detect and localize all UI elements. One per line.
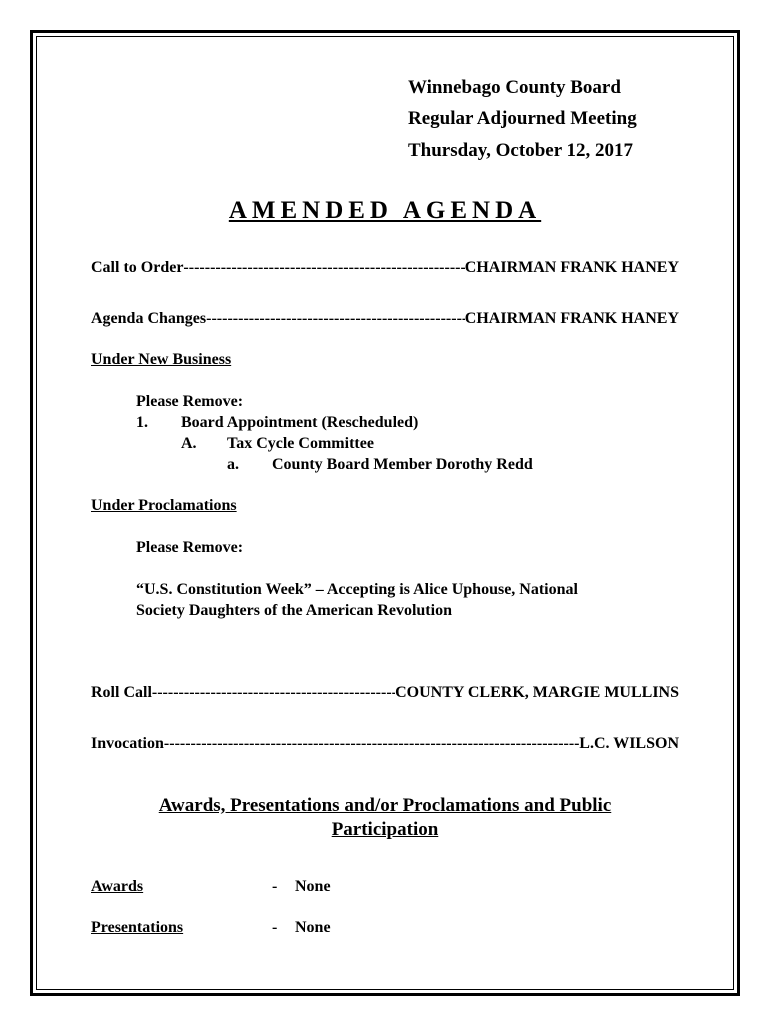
board-name: Winnebago County Board bbox=[408, 77, 621, 98]
agenda-changes-value: CHAIRMAN FRANK HANEY bbox=[464, 310, 679, 327]
new-business-please-remove: Please Remove: bbox=[136, 393, 244, 410]
sub-item-text: Tax Cycle Committee bbox=[227, 435, 374, 452]
sub-sub-item-text: County Board Member Dorothy Redd bbox=[272, 456, 533, 473]
awards-section-heading bbox=[120, 794, 650, 842]
proclamations-heading: Under Proclamations bbox=[91, 497, 237, 514]
roll-call-value: COUNTY CLERK, MARGIE MULLINS bbox=[395, 684, 679, 701]
proclamations-please-remove: Please Remove: bbox=[136, 539, 244, 556]
invocation-label: Invocation bbox=[91, 735, 164, 752]
dot-leader bbox=[152, 683, 395, 703]
invocation-value: L.C. WILSON bbox=[579, 735, 679, 752]
sub-sub-item-letter: a. bbox=[227, 456, 239, 473]
awards-label: Awards bbox=[91, 878, 144, 895]
meeting-type: Regular Adjourned Meeting bbox=[408, 108, 637, 129]
proclamation-line-2: Society Daughters of the American Revolution bbox=[136, 602, 452, 619]
dot-leader bbox=[164, 734, 579, 754]
meeting-date: Thursday, October 12, 2017 bbox=[408, 140, 634, 161]
awards-section-line-2: Participation bbox=[331, 819, 439, 840]
proclamation-line-1: “U.S. Constitution Week” – Accepting is Alice Uphouse, National bbox=[136, 581, 578, 598]
call-to-order-value: CHAIRMAN FRANK HANEY bbox=[464, 259, 679, 276]
item-text: Board Appointment (Rescheduled) bbox=[181, 414, 419, 431]
awards-dash: - bbox=[272, 878, 278, 895]
agenda-changes-label: Agenda Changes bbox=[91, 310, 207, 327]
presentations-dash: - bbox=[272, 919, 278, 936]
invocation-row bbox=[91, 734, 679, 754]
roll-call-row bbox=[91, 683, 679, 703]
presentations-value: None bbox=[295, 919, 331, 936]
agenda-title: AMENDED AGENDA bbox=[228, 197, 542, 224]
presentations-label: Presentations bbox=[91, 919, 184, 936]
sub-item-letter: A. bbox=[181, 435, 197, 452]
call-to-order-label: Call to Order bbox=[91, 259, 184, 276]
agenda-changes-row bbox=[91, 309, 679, 329]
dot-leader bbox=[206, 309, 465, 329]
roll-call-label: Roll Call bbox=[91, 684, 152, 701]
awards-section-line-1: Awards, Presentations and/or Proclamations and Public bbox=[158, 795, 612, 816]
item-number: 1. bbox=[136, 414, 148, 431]
dot-leader bbox=[183, 258, 464, 278]
call-to-order-row bbox=[91, 258, 679, 278]
new-business-heading: Under New Business bbox=[91, 351, 232, 368]
awards-value: None bbox=[295, 878, 331, 895]
